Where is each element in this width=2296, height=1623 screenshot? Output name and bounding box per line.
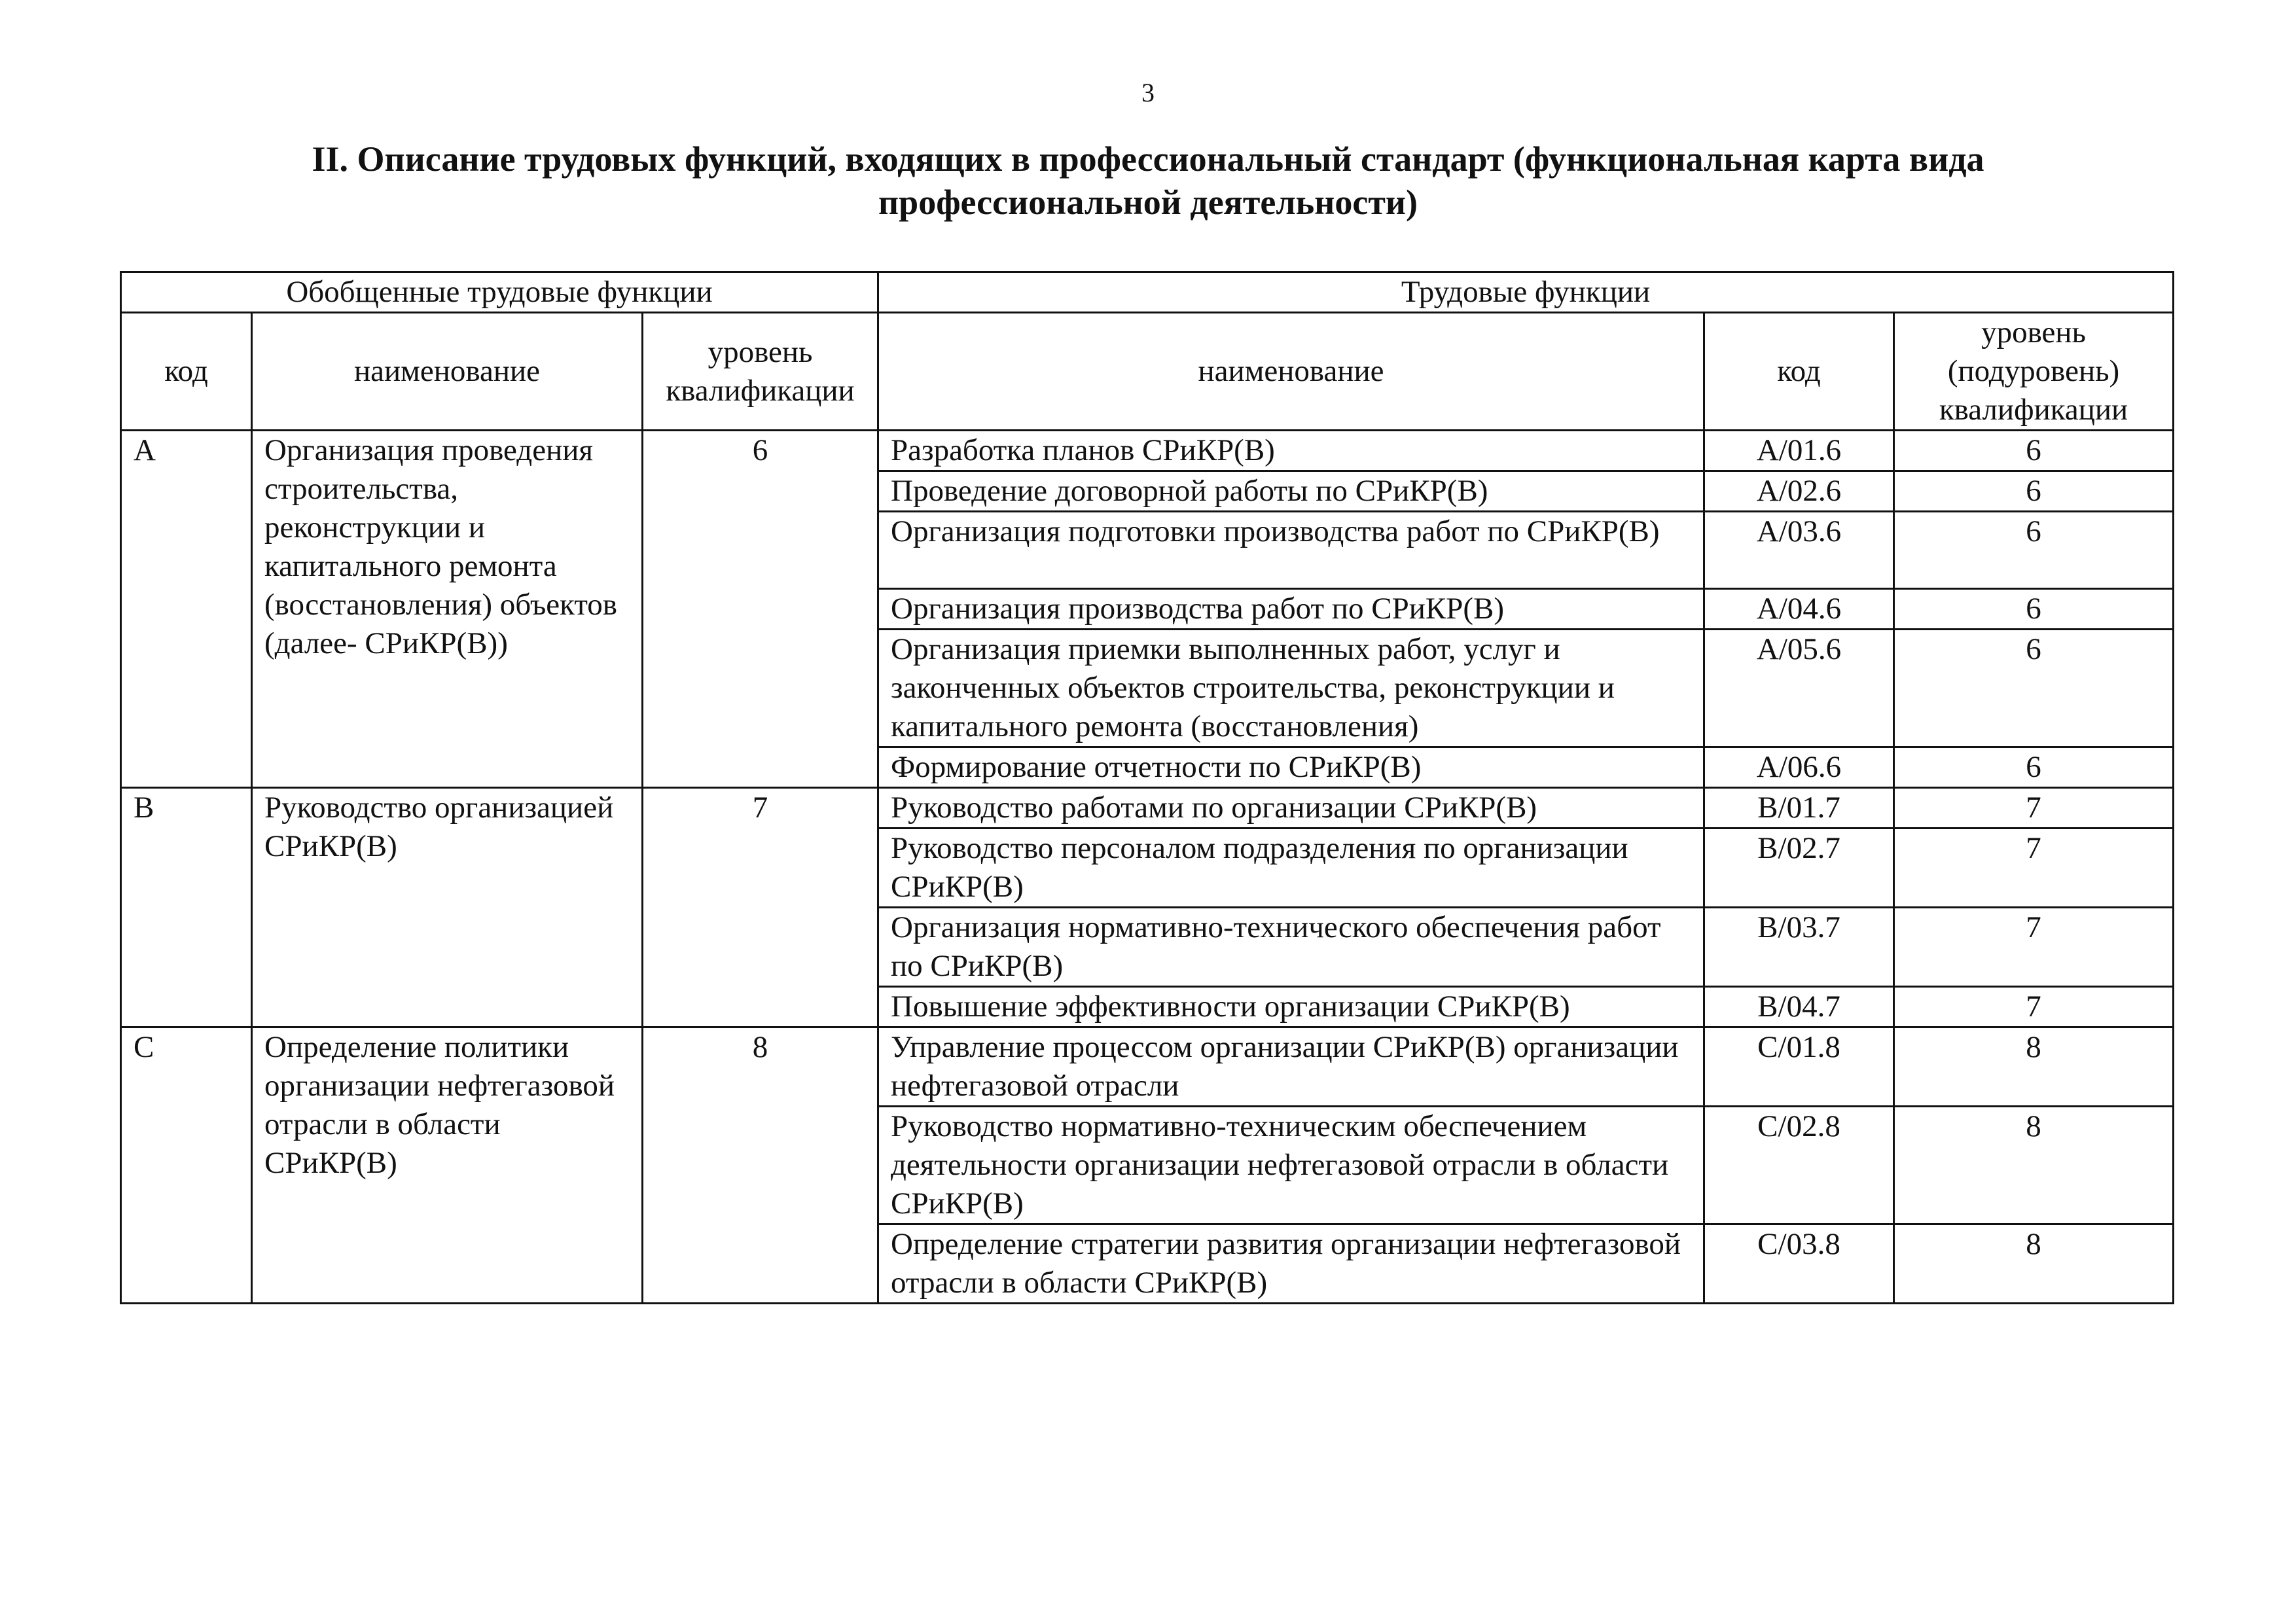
page-title-line-2: профессиональной деятельности)	[878, 183, 1418, 222]
function-code: B/04.7	[1704, 987, 1894, 1027]
group-name: Руководство организацией СРиКР(В)	[252, 788, 643, 1027]
function-level: 6	[1894, 630, 2174, 747]
header-tf-level: уровень (подуровень) квалификации	[1894, 313, 2174, 431]
function-level: 6	[1894, 471, 2174, 512]
function-name: Организация производства работ по СРиКР(В)	[878, 589, 1704, 630]
group-name: Организация проведения строительства, реконструкции и капитального ремонта (восстановления) объектов (далее- СРиКР(В))	[252, 431, 643, 788]
header-gen-code: код	[121, 313, 252, 431]
function-code: C/03.8	[1704, 1224, 1894, 1304]
page-title	[170, 137, 2126, 224]
function-code: A/03.6	[1704, 512, 1894, 589]
function-level: 8	[1894, 1224, 2174, 1304]
function-code: A/04.6	[1704, 589, 1894, 630]
header-gen-name: наименование	[252, 313, 643, 431]
function-level: 7	[1894, 829, 2174, 908]
function-level: 7	[1894, 788, 2174, 829]
function-code: B/02.7	[1704, 829, 1894, 908]
group-level: 6	[643, 431, 878, 788]
function-code: C/02.8	[1704, 1107, 1894, 1224]
function-name: Руководство персоналом подразделения по организации СРиКР(В)	[878, 829, 1704, 908]
header-row-top	[121, 272, 2174, 313]
header-generalized-functions: Обобщенные трудовые функции	[121, 272, 878, 313]
header-tf-name: наименование	[878, 313, 1704, 431]
header-tf-code: код	[1704, 313, 1894, 431]
function-code: A/05.6	[1704, 630, 1894, 747]
function-name: Руководство нормативно-техническим обеспечением деятельности организации нефтегазовой отрасли в области СРиКР(В)	[878, 1107, 1704, 1224]
function-level: 8	[1894, 1027, 2174, 1107]
function-code: B/03.7	[1704, 908, 1894, 987]
function-level: 6	[1894, 589, 2174, 630]
header-labor-functions: Трудовые функции	[878, 272, 2174, 313]
group-level: 7	[643, 788, 878, 1027]
function-code: A/02.6	[1704, 471, 1894, 512]
group-code: A	[121, 431, 252, 788]
page-title-line-1: II. Описание трудовых функций, входящих в профессиональный стандарт (функциональная карта вида	[312, 139, 1984, 179]
function-level: 6	[1894, 512, 2174, 589]
header-gen-level: уровень квалификации	[643, 313, 878, 431]
function-name: Организация нормативно-технического обеспечения работ по СРиКР(В)	[878, 908, 1704, 987]
table-row	[121, 788, 2174, 829]
function-name: Разработка планов СРиКР(В)	[878, 431, 1704, 471]
function-name: Организация приемки выполненных работ, услуг и законченных объектов строительства, реконструкции и капитального ремонта (восстановления)	[878, 630, 1704, 747]
group-code: B	[121, 788, 252, 1027]
function-name: Формирование отчетности по СРиКР(В)	[878, 747, 1704, 788]
table-row	[121, 1027, 2174, 1107]
group-code: C	[121, 1027, 252, 1304]
function-level: 6	[1894, 747, 2174, 788]
function-name: Проведение договорной работы по СРиКР(В)	[878, 471, 1704, 512]
function-level: 8	[1894, 1107, 2174, 1224]
function-code: B/01.7	[1704, 788, 1894, 829]
function-name: Определение стратегии развития организации нефтегазовой отрасли в области СРиКР(В)	[878, 1224, 1704, 1304]
function-level: 7	[1894, 908, 2174, 987]
table-row	[121, 431, 2174, 471]
group-level: 8	[643, 1027, 878, 1304]
function-name: Управление процессом организации СРиКР(В) организации нефтегазовой отрасли	[878, 1027, 1704, 1107]
function-code: A/06.6	[1704, 747, 1894, 788]
function-name: Руководство работами по организации СРиКР(В)	[878, 788, 1704, 829]
group-name: Определение политики организации нефтегазовой отрасли в области СРиКР(В)	[252, 1027, 643, 1304]
function-name: Организация подготовки производства работ по СРиКР(В)	[878, 512, 1704, 589]
function-code: C/01.8	[1704, 1027, 1894, 1107]
header-row-columns	[121, 313, 2174, 431]
functional-map-table	[120, 271, 2174, 1304]
page-number: 3	[1141, 78, 1155, 107]
function-level: 7	[1894, 987, 2174, 1027]
function-name: Повышение эффективности организации СРиКР(В)	[878, 987, 1704, 1027]
function-level: 6	[1894, 431, 2174, 471]
function-code: A/01.6	[1704, 431, 1894, 471]
